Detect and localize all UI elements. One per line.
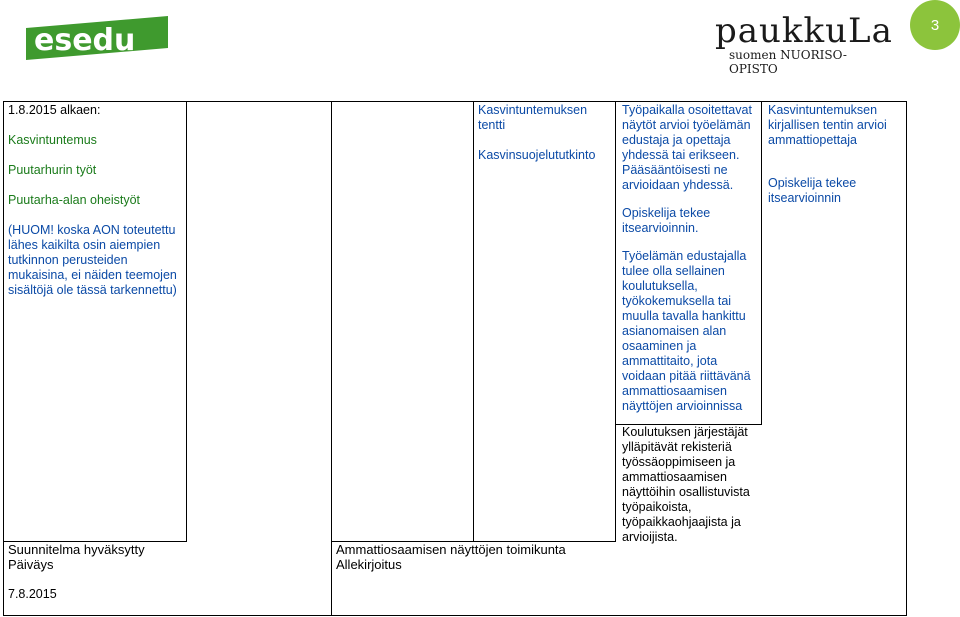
esedu-logo [22,12,172,62]
signature-label: Allekirjoitus [336,557,402,572]
teacher-assessment: Kasvintuntemuksen kirjallisen tentin arvioi ammattiopettaja [768,103,887,147]
exam-kasvintuntemus: Kasvintuntemuksen tentti [478,103,588,132]
page-number-badge: 3 [910,0,960,50]
committee-label: Ammattiosaamisen näyttöjen toimikunta [336,542,566,557]
approval-date: 7.8.2015 [8,587,57,601]
date-label: Päiväys [8,557,54,572]
theme-item-puutarhurin-tyot: Puutarhurin työt [8,163,97,177]
assessment-text-1: Työpaikalla osoitettavat näytöt arvioi työelämän edustaja ja opettaja yhdessä tai erikseen. Pääsääntöisesti ne arvioidaan yhdessä. [622,103,752,192]
theme-note: (HUOM! koska AON toteutettu lähes kaikilta osin aiempien tutkinnon perusteiden mukaisina, ei näiden teemojen sisältöjä ole tässä tarkennettu) [8,223,177,297]
self-assessment: Opiskelija tekee itsearvioinnin [768,176,857,205]
exam-kasvinsuojelu: Kasvinsuojelututkinto [478,148,596,162]
theme-item-oheistyot: Puutarha-alan oheistyöt [8,193,141,207]
paukkula-logo-main: paukkuLa [715,11,893,51]
paukkula-logo [715,11,895,76]
esedu-logo-text: esedu [34,23,136,58]
assessment-text-3: Työelämän edustajalla tulee olla sellainen koulutuksella, työkokemuksella tai muulla tavalla hankittu asianomaisen alan osaaminen ja ammattitaito, jota voidaan pitää riittävänä ammattiosaamisen näyttöjen arvioinnissa [622,249,751,413]
assessment-text-2: Opiskelija tekee itsearvioinnin. [622,206,711,235]
assessment-text-4: Koulutuksen järjestäjät ylläpitävät rekisteriä työssäoppimiseen ja ammattiosaamisen näyttöihin osallistuvista työpaikoista, työpaikkaohjaajista ja arvioijista. [622,425,750,544]
theme-item-kasvintuntemus: Kasvintuntemus [8,133,97,147]
plan-start-date: 1.8.2015 alkaen: [8,103,101,117]
paukkula-logo-sub: suomen NUORISO-OPISTO [729,48,847,76]
plan-approved-label: Suunnitelma hyväksytty [8,542,145,557]
